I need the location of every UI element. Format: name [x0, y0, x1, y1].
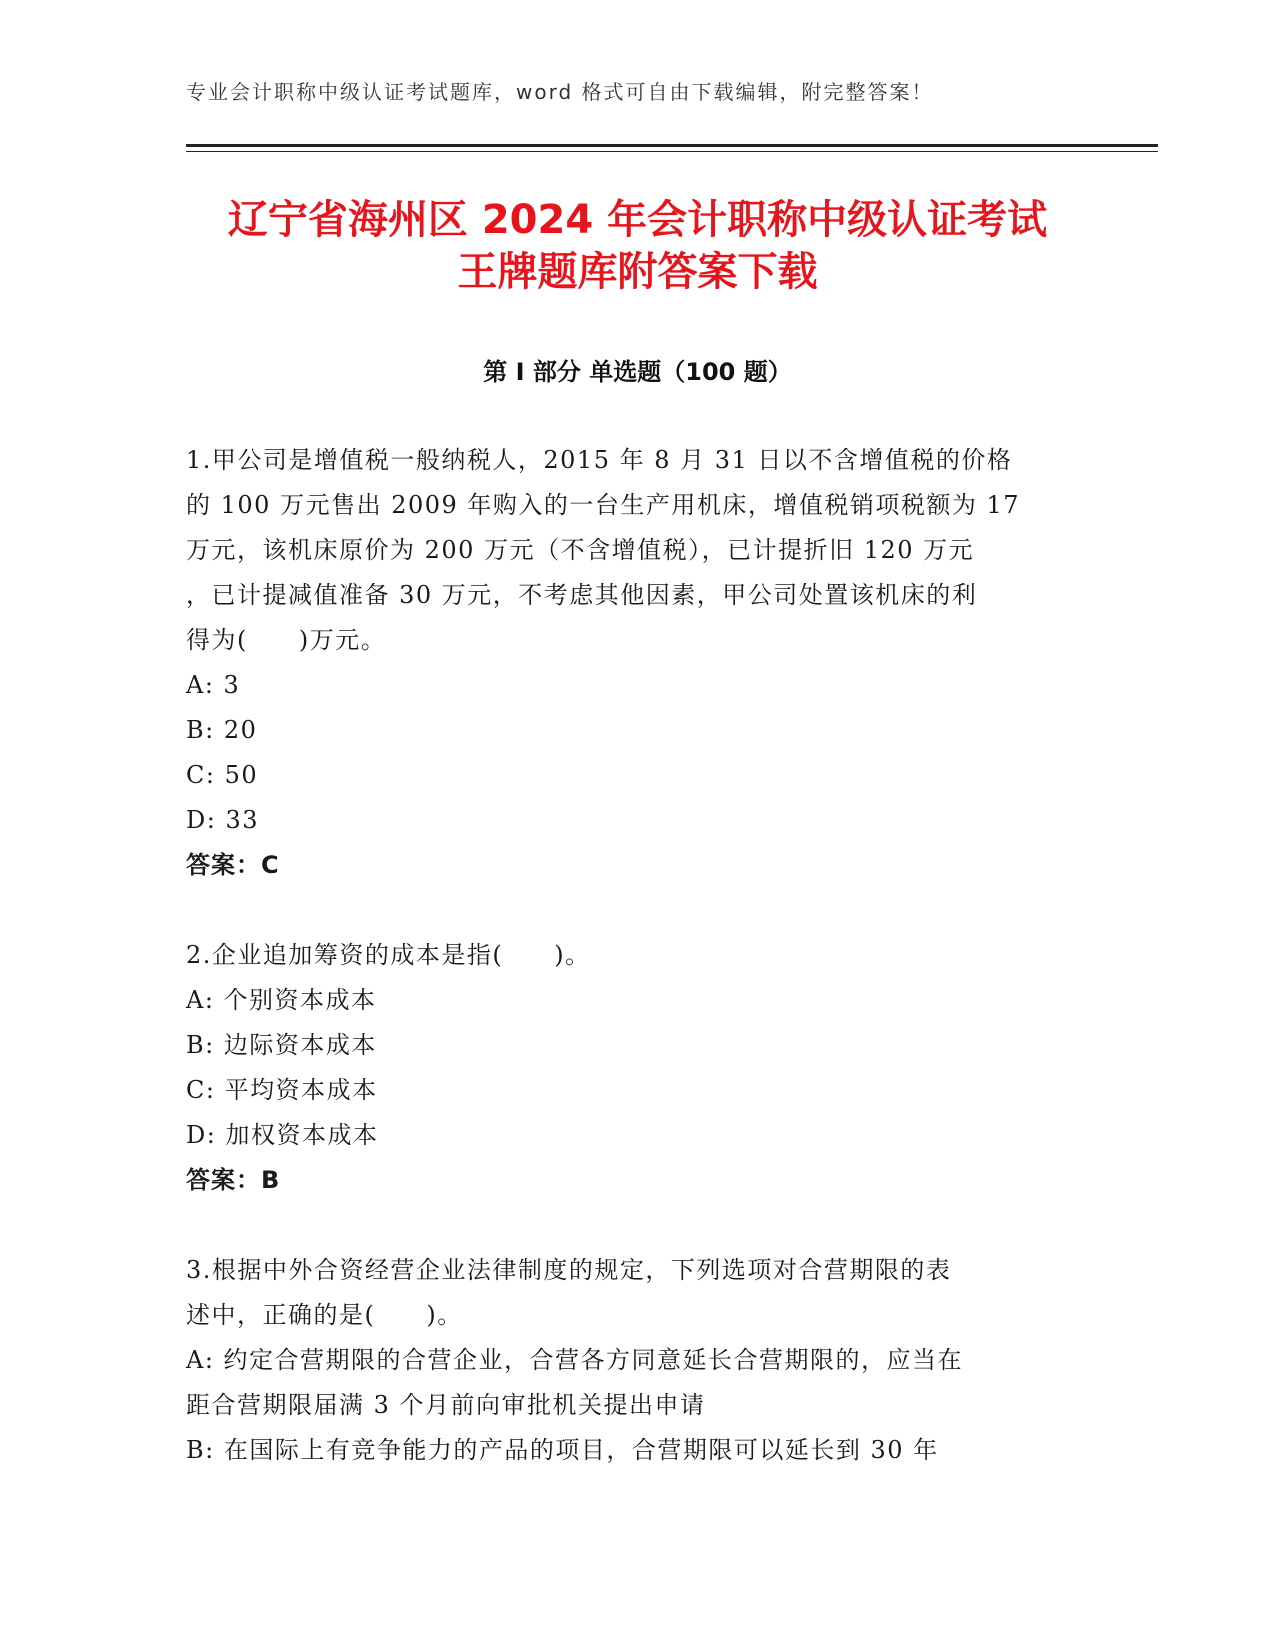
option-a: A: 个别资本成本 — [186, 986, 377, 1014]
question-spacer — [186, 1203, 1086, 1248]
question-spacer — [186, 888, 1086, 933]
question-stem-line: 3.根据中外合资经营企业法律制度的规定，下列选项对合营期限的表 — [186, 1256, 952, 1284]
option-a: A: 3 — [186, 671, 241, 699]
option-b: B: 边际资本成本 — [186, 1031, 377, 1059]
question-1 — [186, 438, 1086, 888]
header-rule-thin — [186, 151, 1158, 152]
header-rule-thick — [186, 144, 1158, 147]
question-2 — [186, 933, 1086, 1203]
answer: 答案：C — [186, 851, 280, 879]
answer: 答案：B — [186, 1166, 281, 1194]
question-stem-line: 2.企业追加筹资的成本是指( )。 — [186, 941, 591, 969]
question-stem-line: 述中，正确的是( )。 — [186, 1301, 463, 1329]
document-title — [150, 194, 1125, 298]
option-b: B: 在国际上有竞争能力的产品的项目，合营期限可以延长到 30 年 — [186, 1436, 939, 1464]
question-stem-line: 的 100 万元售出 2009 年购入的一台生产用机床，增值税销项税额为 17 — [186, 491, 1021, 519]
option-c: C: 平均资本成本 — [186, 1076, 378, 1104]
option-b: B: 20 — [186, 716, 258, 744]
question-stem-line: 得为( )万元。 — [186, 626, 387, 654]
document-title-line-2: 王牌题库附答案下载 — [457, 249, 818, 295]
question-stem-line: 万元，该机床原价为 200 万元（不含增值税），已计提折旧 120 万元 — [186, 536, 975, 564]
question-stem-line: 1.甲公司是增值税一般纳税人，2015 年 8 月 31 日以不含增值税的价格 — [186, 446, 1013, 474]
header-note: 专业会计职称中级认证考试题库，word 格式可自由下载编辑，附完整答案！ — [186, 80, 934, 104]
question-list — [186, 438, 1086, 1473]
section-title: 第 I 部分 单选题（100 题） — [483, 358, 792, 386]
option-a: A: 约定合营期限的合营企业，合营各方同意延长合营期限的，应当在 — [186, 1346, 964, 1374]
option-d: D: 加权资本成本 — [186, 1121, 379, 1149]
question-3 — [186, 1248, 1086, 1473]
option-a-continued: 距合营期限届满 3 个月前向审批机关提出申请 — [186, 1391, 706, 1419]
option-c: C: 50 — [186, 761, 259, 789]
question-stem-line: ，已计提减值准备 30 万元，不考虑其他因素，甲公司处置该机床的利 — [186, 581, 978, 609]
option-d: D: 33 — [186, 806, 259, 834]
document-title-line-1: 辽宁省海州区 2024 年会计职称中级认证考试 — [227, 197, 1048, 243]
